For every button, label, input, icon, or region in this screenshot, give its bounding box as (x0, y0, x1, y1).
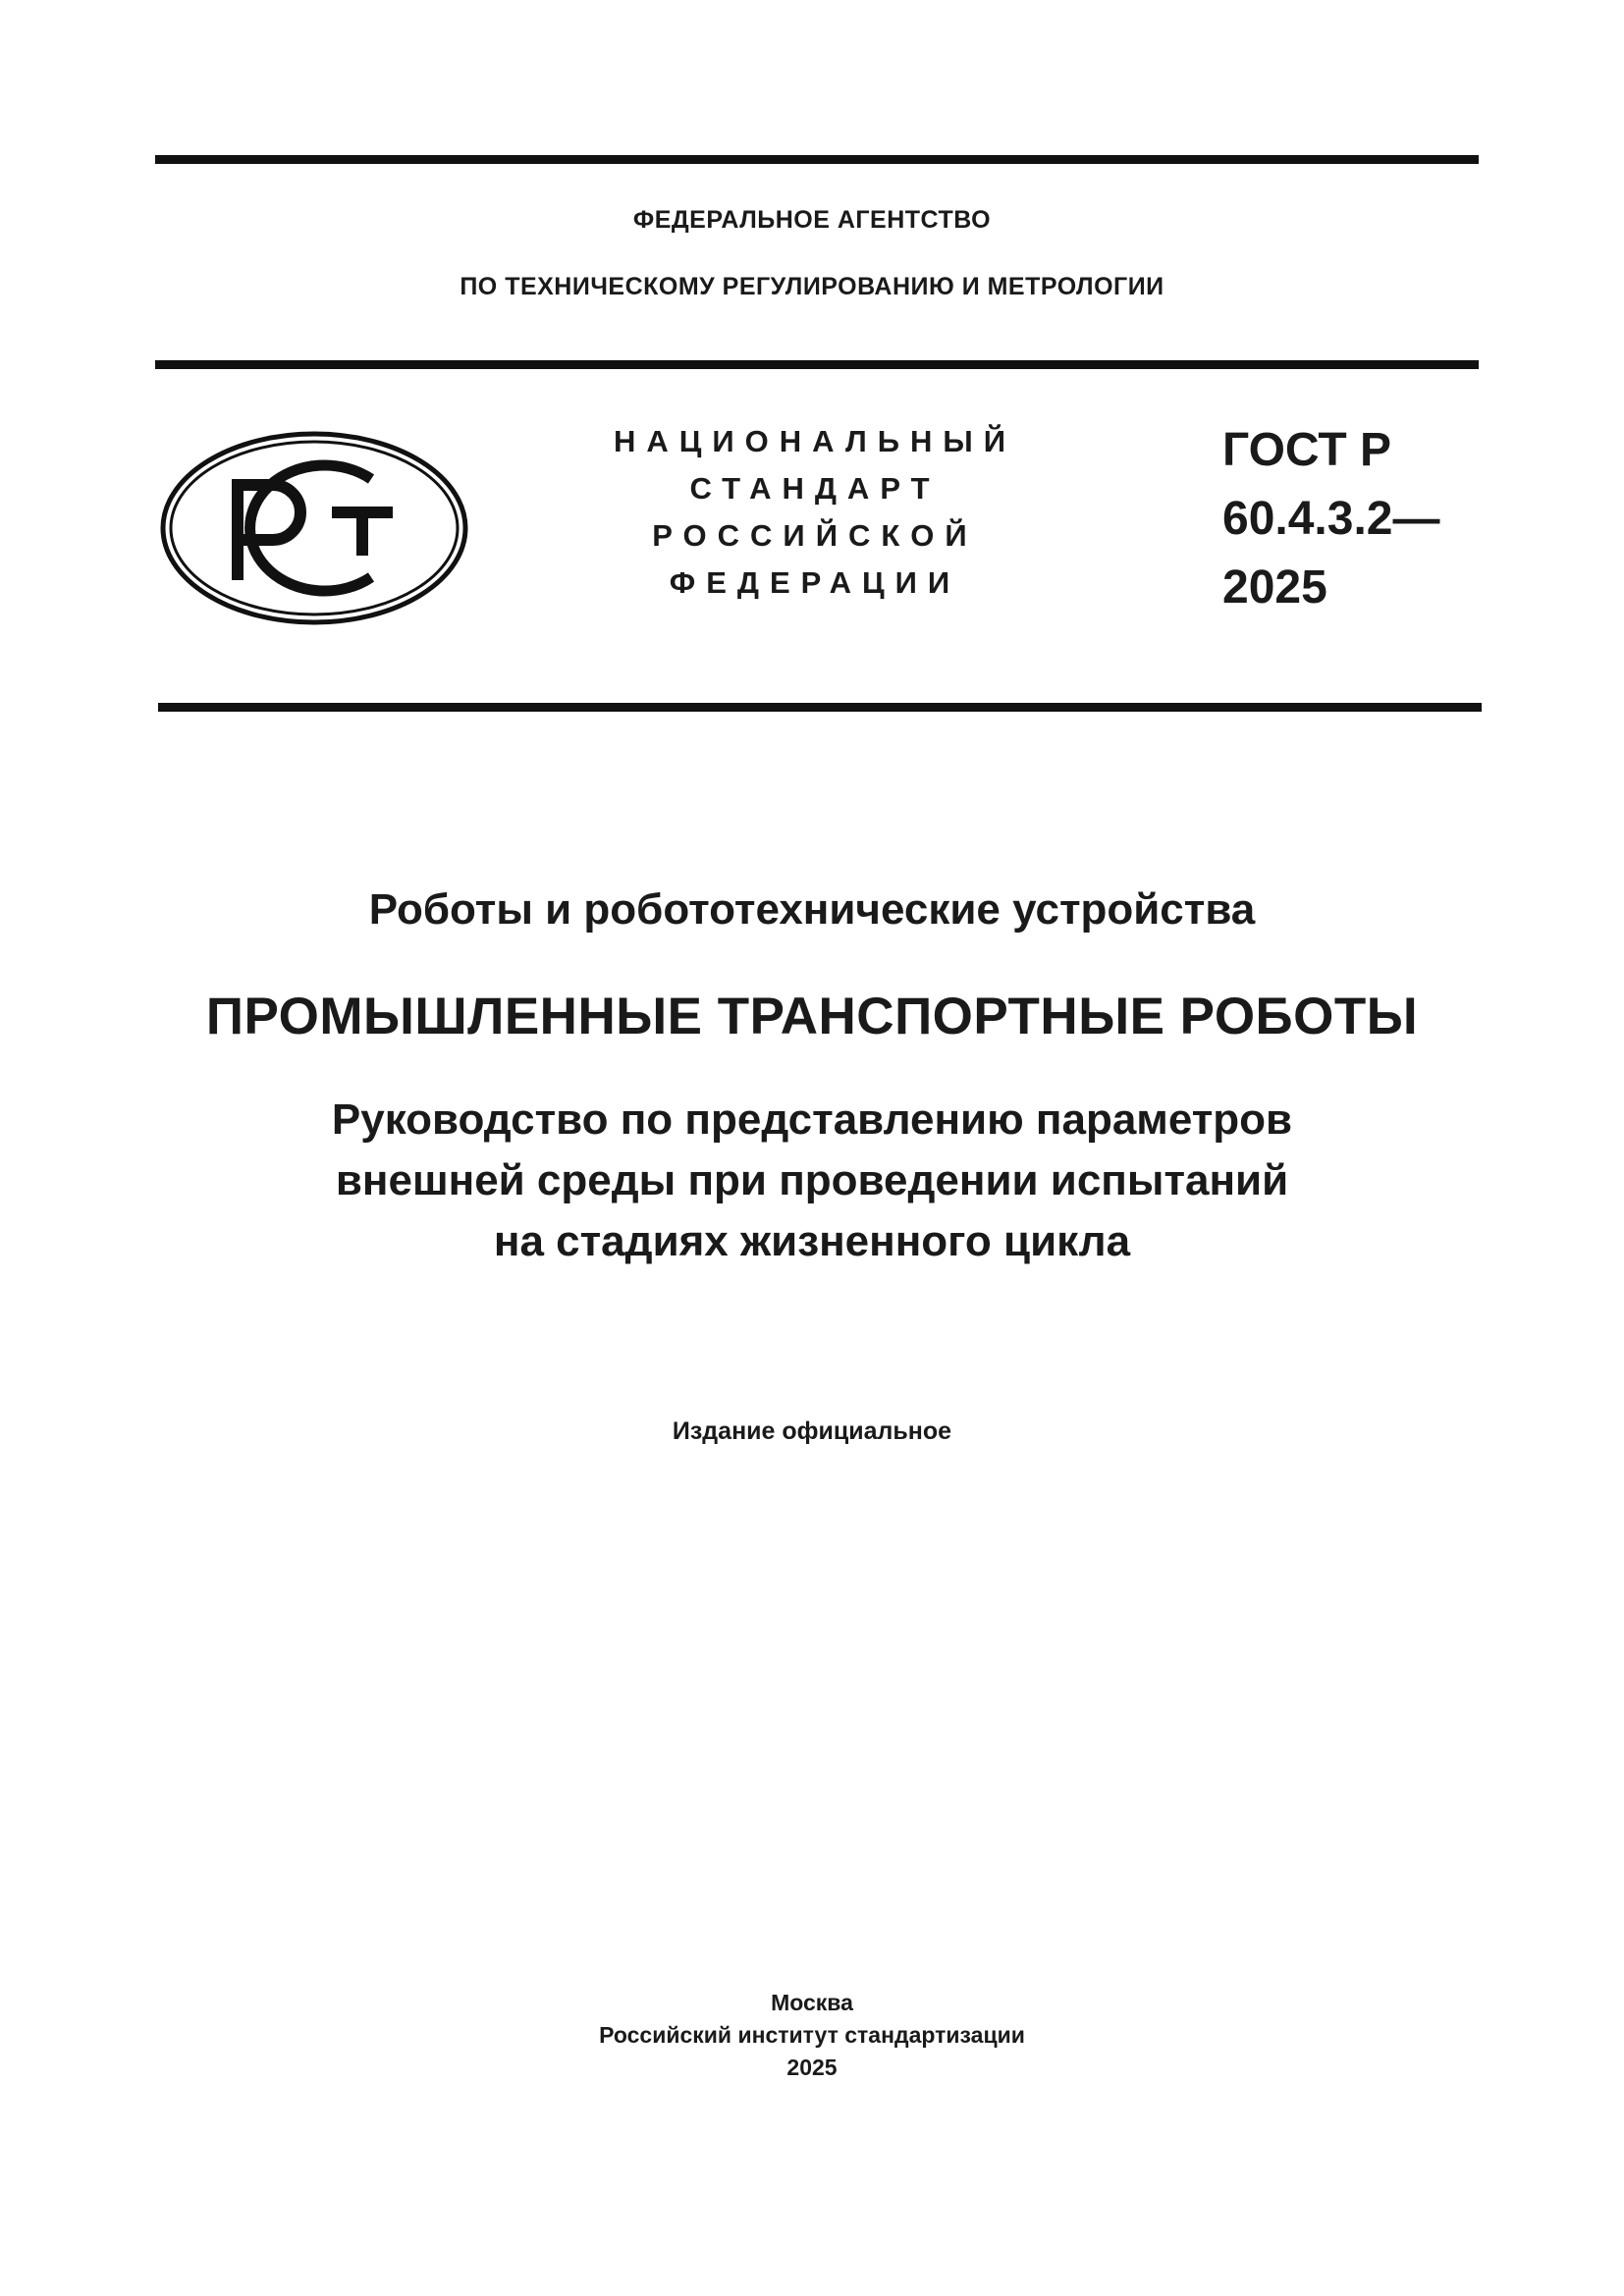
designation-line: 60.4.3.2— (1222, 493, 1440, 545)
national-line: СТАНДАРТ (689, 471, 941, 506)
header-bottom-rule (158, 703, 1482, 712)
standard-designation (1222, 416, 1439, 622)
rst-logo-icon (157, 428, 475, 628)
imprint-city: Москва (771, 1990, 853, 2015)
edition-note: Издание официальное (672, 1417, 952, 1445)
national-line: ФЕДЕРАЦИИ (669, 565, 961, 600)
designation-line: 2025 (1222, 561, 1327, 614)
title-main: ПРОМЫШЛЕННЫЕ ТРАНСПОРТНЫЕ РОБОТЫ (205, 988, 1419, 1045)
designation-line: ГОСТ Р (1222, 424, 1392, 476)
subtitle-line: внешней среды при проведении испытаний (335, 1156, 1289, 1204)
agency-name-line2: ПО ТЕХНИЧЕСКОМУ РЕГУЛИРОВАНИЮ И МЕТРОЛОГИИ (460, 273, 1164, 300)
imprint-publisher: Российский институт стандартизации (599, 2022, 1025, 2048)
title-subtitle (0, 1090, 1624, 1272)
imprint-year: 2025 (786, 2055, 838, 2080)
national-standard-label (589, 418, 1041, 607)
title-group: Роботы и робототехнические устройства (368, 885, 1256, 934)
national-line: НАЦИОНАЛЬНЫЙ (613, 424, 1017, 458)
imprint (0, 1987, 1624, 2084)
subtitle-line: Руководство по представлению параметров (331, 1095, 1293, 1144)
agency-name-line1: ФЕДЕРАЛЬНОЕ АГЕНТСТВО (632, 206, 992, 234)
top-rule (155, 155, 1479, 164)
national-line: РОССИЙСКОЙ (652, 518, 978, 553)
subtitle-line: на стадиях жизненного цикла (493, 1217, 1131, 1265)
agency-rule (155, 360, 1479, 369)
